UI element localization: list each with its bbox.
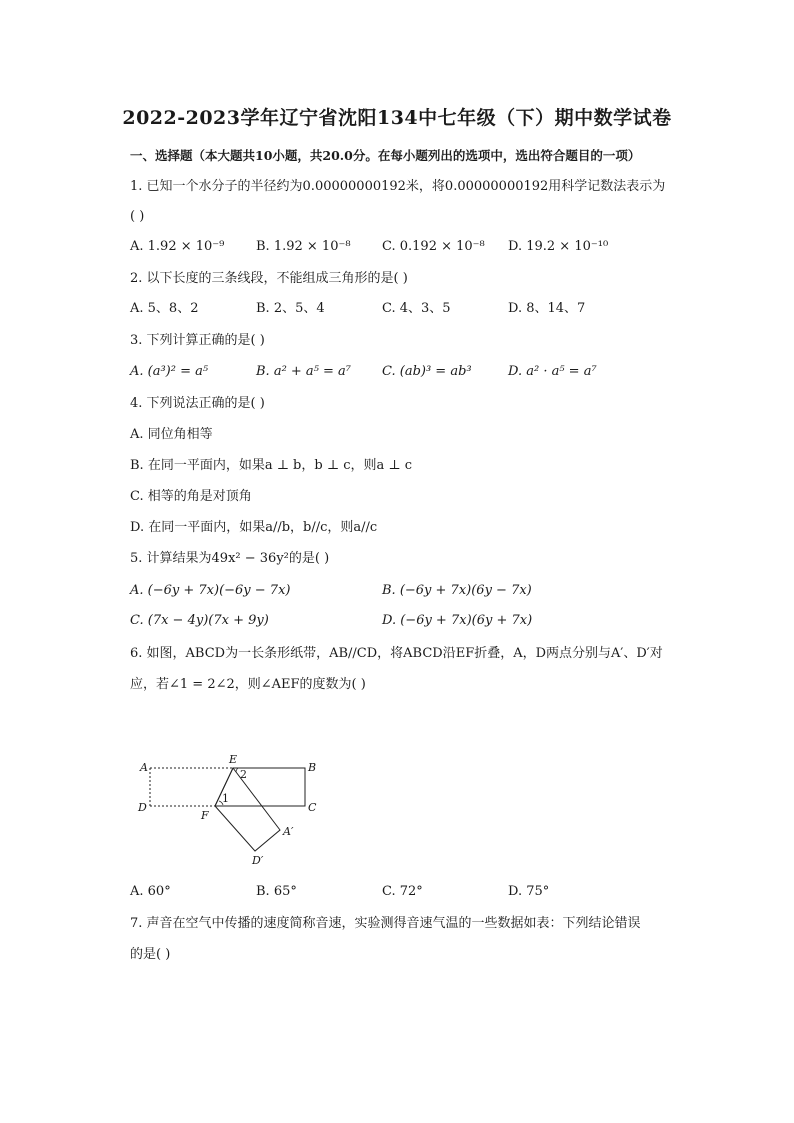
folded-flap (215, 768, 280, 851)
question-4-stem: 4. 下列说法正确的是( ) (130, 396, 265, 411)
question-3-option-a: A. (a³)² = a⁵ (130, 364, 209, 379)
label-angle-2: 2 (240, 768, 247, 781)
question-7-stem: 7. 声音在空气中传播的速度简称音速，实验测得音速气温的一些数据如表：下列结论错误 (130, 916, 641, 931)
label-e: E (229, 753, 238, 766)
question-2-stem: 2. 以下长度的三条线段，不能组成三角形的是( ) (130, 271, 408, 286)
section-header: 一、选择题（本大题共10小题，共20.0分。在每小题列出的选项中，选出符合题目的一项） (130, 148, 641, 163)
question-3-option-b: B. a² + a⁵ = a⁷ (256, 364, 352, 379)
question-2-option-c: C. 4、3、5 (382, 301, 451, 316)
question-3-option-d: D. a² · a⁵ = a⁷ (508, 364, 597, 379)
label-angle-1: 1 (222, 792, 229, 805)
question-5-option-d: D. (−6y + 7x)(6y + 7x) (382, 613, 533, 628)
question-3-option-c: C. (ab)³ = ab³ (382, 364, 472, 379)
label-f: F (201, 809, 209, 822)
label-a: A (140, 761, 148, 774)
question-6-option-c: C. 72° (382, 884, 423, 899)
question-1-stem: 1. 已知一个水分子的半径约为0.00000000192米，将0.00000000192用科学记数法表示为 (130, 179, 666, 194)
question-6-stem-cont: 应，若∠1 = 2∠2，则∠AEF的度数为( ) (130, 677, 366, 692)
question-6-option-b: B. 65° (256, 884, 297, 899)
question-5-stem: 5. 计算结果为49x² − 36y²的是( ) (130, 551, 330, 566)
question-1-option-a: A. 1.92 × 10⁻⁹ (130, 239, 225, 254)
question-5-option-c: C. (7x − 4y)(7x + 9y) (130, 613, 269, 628)
label-a-prime: A′ (283, 825, 294, 838)
question-2-option-b: B. 2、5、4 (256, 301, 325, 316)
question-1-option-c: C. 0.192 × 10⁻⁸ (382, 239, 485, 254)
question-6-stem: 6. 如图，ABCD为一长条形纸带，AB//CD，将ABCD沿EF折叠，A，D两点分别与A′、D′对 (130, 646, 663, 661)
question-4-option-c: C. 相等的角是对顶角 (130, 489, 252, 504)
question-4-option-b: B. 在同一平面内，如果a ⊥ b，b ⊥ c，则a ⊥ c (130, 458, 412, 473)
page-title: 2022-2023学年辽宁省沈阳134中七年级（下）期中数学试卷 (122, 107, 672, 129)
label-c: C (308, 801, 317, 814)
question-1-stem-cont: ( ) (130, 209, 145, 224)
question-5-option-b: B. (−6y + 7x)(6y − 7x) (382, 583, 532, 598)
question-3-stem: 3. 下列计算正确的是( ) (130, 333, 265, 348)
question-4-option-a: A. 同位角相等 (130, 427, 213, 442)
question-6-option-d: D. 75° (508, 884, 550, 899)
question-1-option-b: B. 1.92 × 10⁻⁸ (256, 239, 351, 254)
question-2-option-a: A. 5、8、2 (130, 301, 199, 316)
label-d: D (138, 801, 147, 814)
question-1-option-d: D. 19.2 × 10⁻¹⁰ (508, 239, 609, 254)
angle-2-arc (236, 768, 238, 772)
question-5-option-a: A. (−6y + 7x)(−6y − 7x) (130, 583, 291, 598)
fold-diagram (128, 748, 338, 870)
label-b: B (308, 761, 317, 774)
question-6-option-a: A. 60° (130, 884, 171, 899)
question-2-option-d: D. 8、14、7 (508, 301, 586, 316)
label-d-prime: D′ (252, 854, 264, 867)
question-7-stem-cont: 的是( ) (130, 947, 171, 962)
question-4-option-d: D. 在同一平面内，如果a//b，b//c，则a//c (130, 520, 378, 535)
